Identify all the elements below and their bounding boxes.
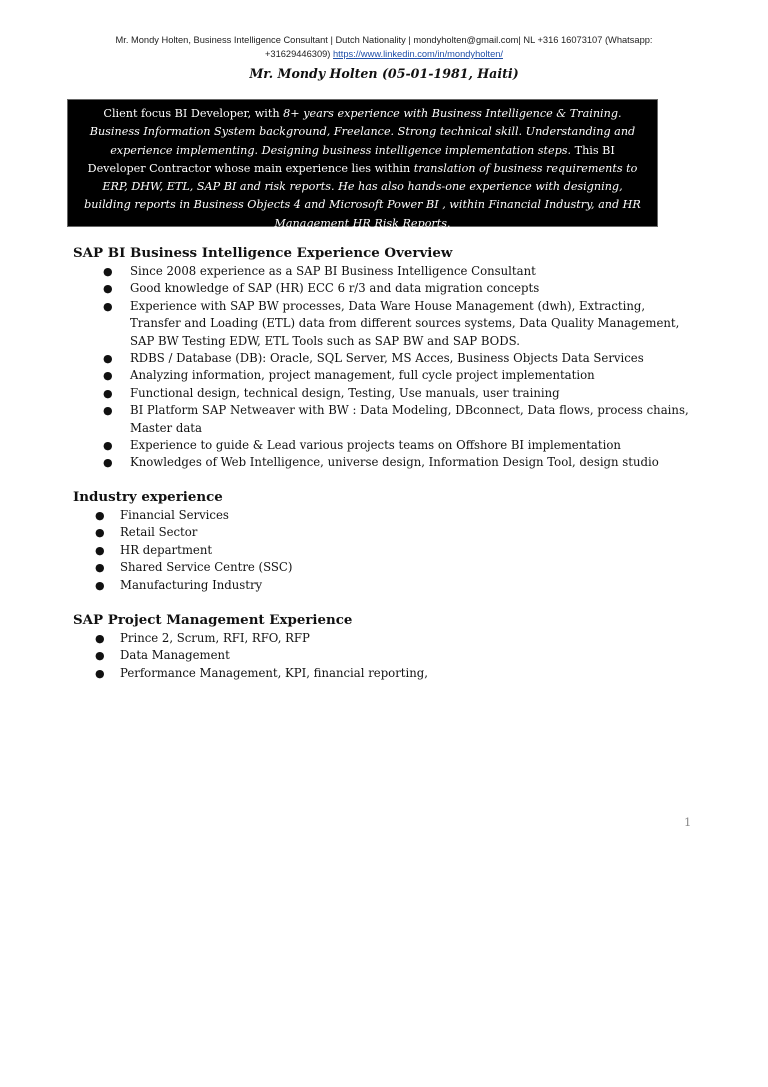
bullet-icon: ● bbox=[95, 578, 105, 592]
list-item-text: BI Platform SAP Netweaver with BW : Data Modeling, DBconnect, Data flows, process chains, bbox=[130, 403, 689, 418]
summary-line bbox=[71, 160, 654, 178]
list-item-text: Transfer and Loading (ETL) data from different sources systems, Data Quality Management, bbox=[130, 316, 680, 331]
list-item bbox=[103, 280, 703, 297]
name-title: Mr. Mondy Holten (05-01-1981, Haiti) bbox=[249, 66, 519, 81]
list-item-text: Performance Management, KPI, financial reporting, bbox=[120, 665, 428, 680]
summary-text: This BI bbox=[571, 143, 615, 157]
list-item-text: Analyzing information, project management, full cycle project implementation bbox=[130, 368, 595, 383]
summary-line bbox=[71, 215, 654, 233]
contact-header bbox=[40, 33, 728, 61]
list-item bbox=[95, 647, 495, 664]
bullet-icon: ● bbox=[103, 352, 113, 366]
list-item-text: RDBS / Database (DB): Oracle, SQL Server, MS Acces, Business Objects Data Services bbox=[130, 351, 644, 366]
bullet-icon: ● bbox=[103, 299, 113, 313]
bullet-icon: ● bbox=[95, 561, 105, 575]
experience-list bbox=[103, 263, 703, 472]
list-item bbox=[95, 542, 495, 559]
list-item-text: Good knowledge of SAP (HR) ECC 6 r/3 and data migration concepts bbox=[130, 281, 540, 296]
summary-text-italic: experience implementing. Designing business intelligence implementation steps. bbox=[110, 143, 572, 157]
list-item bbox=[95, 630, 495, 647]
bullet-icon: ● bbox=[95, 526, 105, 540]
linkedin-link[interactable]: https://www.linkedin.com/in/mondyholten/ bbox=[332, 49, 503, 59]
bullet-icon: ● bbox=[95, 509, 105, 522]
list-item-text: Prince 2, Scrum, RFI, RFO, RFP bbox=[120, 631, 310, 645]
list-item bbox=[95, 524, 495, 541]
industry-list bbox=[95, 507, 495, 594]
summary-line bbox=[71, 142, 654, 160]
bullet-icon: ● bbox=[103, 369, 113, 383]
list-item bbox=[103, 263, 703, 280]
contact-line: Mr. Mondy Holten, Business Intelligence Consultant | Dutch Nationality | mondyholten@gmail.com| NL +316 16073107 (Whatsapp: bbox=[115, 35, 653, 45]
list-item bbox=[103, 454, 703, 471]
list-item bbox=[95, 665, 495, 682]
list-item-text: Financial Services bbox=[120, 508, 229, 522]
summary-line bbox=[71, 105, 654, 123]
list-item bbox=[95, 559, 495, 576]
list-item-text: Functional design, technical design, Testing, Use manuals, user training bbox=[130, 385, 560, 400]
list-item bbox=[103, 437, 703, 454]
summary-line: ERP, DHW, ETL, SAP BI and risk reports. He has also hands-one experience with designing, bbox=[102, 180, 623, 194]
bullet-icon: ● bbox=[95, 632, 105, 645]
summary-text: . bbox=[447, 216, 451, 230]
list-item-text: Experience to guide & Lead various projects teams on Offshore BI implementation bbox=[130, 438, 621, 453]
list-item-text: Manufacturing Industry bbox=[120, 577, 263, 592]
section-title-industry: Industry experience bbox=[73, 489, 223, 505]
list-item-text: Since 2008 experience as a SAP BI Business Intelligence Consultant bbox=[130, 264, 536, 278]
list-item bbox=[103, 402, 703, 437]
bullet-icon: ● bbox=[103, 439, 113, 453]
whatsapp-number: +31629446309) bbox=[264, 49, 331, 59]
contact-line-2 bbox=[40, 47, 728, 61]
summary-text: Client focus BI Developer, with bbox=[103, 107, 284, 120]
section-title-project-management: SAP Project Management Experience bbox=[73, 612, 353, 628]
list-item bbox=[95, 507, 495, 524]
summary-text-italic: 8+ years experience with Business Intelligence & Training. bbox=[283, 107, 622, 120]
summary-line: Business Information System background, Freelance. Strong technical skill. Understanding and bbox=[89, 125, 636, 139]
list-item bbox=[103, 385, 703, 402]
section-title-experience: SAP BI Business Intelligence Experience Overview bbox=[73, 245, 453, 261]
page-number: 1 bbox=[684, 815, 692, 829]
list-item bbox=[103, 367, 703, 384]
list-item bbox=[103, 350, 703, 367]
bullet-icon: ● bbox=[95, 666, 105, 680]
list-item bbox=[95, 577, 495, 594]
summary-box bbox=[67, 99, 658, 230]
bullet-icon: ● bbox=[103, 282, 113, 296]
bullet-icon: ● bbox=[95, 649, 105, 663]
bullet-icon: ● bbox=[103, 386, 113, 400]
summary-text-italic: Management HR Risk Reports bbox=[274, 216, 448, 230]
list-item-text: Experience with SAP BW processes, Data Ware House Management (dwh), Extracting, bbox=[130, 298, 646, 313]
list-item bbox=[103, 298, 703, 350]
list-item-text: Data Management bbox=[120, 648, 230, 663]
bullet-icon: ● bbox=[103, 265, 113, 278]
list-item-text: HR department bbox=[120, 542, 213, 557]
summary-text: Developer Contractor whose main experience lies within bbox=[87, 161, 414, 175]
list-item-text: Retail Sector bbox=[120, 525, 198, 540]
list-item-text: Shared Service Centre (SSC) bbox=[120, 560, 293, 575]
project-management-list bbox=[95, 630, 495, 682]
bullet-icon: ● bbox=[103, 404, 113, 418]
list-item-text: SAP BW Testing EDW, ETL Tools such as SAP BW and SAP BODS. bbox=[130, 333, 520, 348]
summary-text-italic: translation of business requirements to bbox=[413, 161, 638, 175]
bullet-icon: ● bbox=[95, 543, 105, 557]
list-item-text: Knowledges of Web Intelligence, universe design, Information Design Tool, design studio bbox=[130, 455, 659, 470]
bullet-icon: ● bbox=[103, 456, 113, 470]
summary-line: building reports in Business Objects 4 and Microsoft Power BI , within Financial Industry, and HR bbox=[84, 198, 641, 212]
list-item-text: Master data bbox=[130, 420, 202, 435]
